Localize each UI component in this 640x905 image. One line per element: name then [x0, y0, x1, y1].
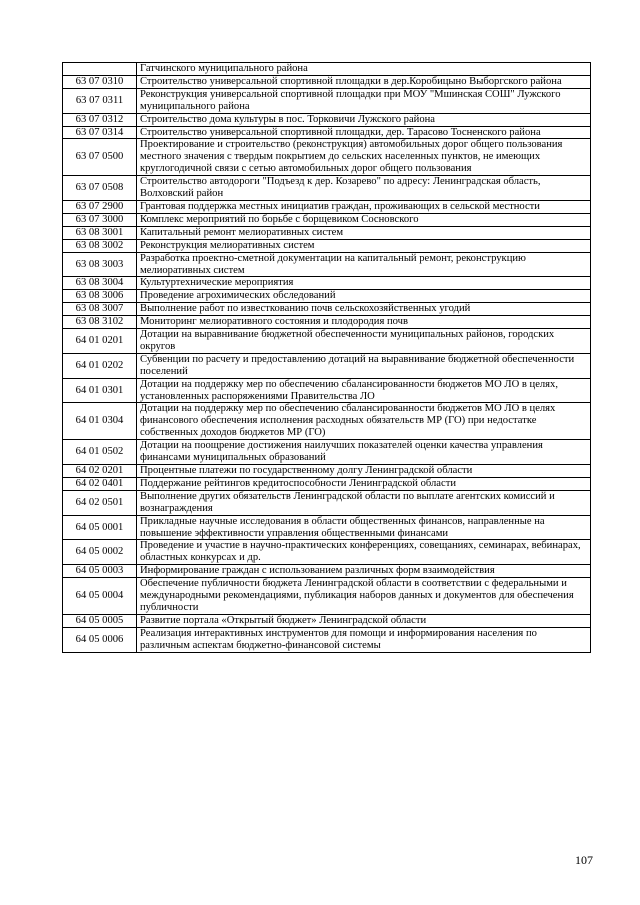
row-code: 64 01 0202 [63, 353, 137, 378]
row-description: Развитие портала «Открытый бюджет» Ленинградской области [137, 614, 591, 627]
row-description: Дотации на поддержку мер по обеспечению сбалансированности бюджетов МО ЛО в целях финансового обеспечения исполнения расходных обязательств МР (ГО) при недостатке собственных доходов бюджетов МР (ГО) [137, 403, 591, 440]
row-code: 63 07 0508 [63, 176, 137, 201]
budget-codes-table [62, 62, 591, 653]
table-row [63, 277, 591, 290]
row-code: 63 08 3002 [63, 239, 137, 252]
row-description: Реконструкция универсальной спортивной площадки при МОУ "Мшинская СОШ" Лужского муниципального района [137, 88, 591, 113]
row-description: Строительство универсальной спортивной площадки в дер.Коробицыно Выборгского района [137, 75, 591, 88]
row-description: Гатчинского муниципального района [137, 63, 591, 76]
table-row [63, 290, 591, 303]
row-description: Информирование граждан с использованием различных форм взаимодействия [137, 565, 591, 578]
row-code: 64 05 0002 [63, 540, 137, 565]
row-description: Поддержание рейтингов кредитоспособности Ленинградской области [137, 477, 591, 490]
row-code: 63 07 0312 [63, 113, 137, 126]
row-code: 63 07 2900 [63, 200, 137, 213]
row-description: Субвенции по расчету и предоставлению дотаций на выравнивание бюджетной обеспеченности поселений [137, 353, 591, 378]
row-code: 63 08 3102 [63, 316, 137, 329]
row-description: Грантовая поддержка местных инициатив граждан, проживающих в сельской местности [137, 200, 591, 213]
table-row [63, 353, 591, 378]
row-description: Прикладные научные исследования в области общественных финансов, направленные на повышение эффективности управления общественными финансами [137, 515, 591, 540]
table-row [63, 113, 591, 126]
row-code: 63 08 3004 [63, 277, 137, 290]
table-row [63, 213, 591, 226]
row-code: 63 08 3007 [63, 303, 137, 316]
row-description: Дотации на поощрение достижения наилучших показателей оценки качества управления финансами муниципальных образований [137, 440, 591, 465]
table-row [63, 440, 591, 465]
table-row [63, 515, 591, 540]
table-body [63, 63, 591, 653]
table-row [63, 627, 591, 652]
row-description: Проведение и участие в научно-практических конференциях, совещаниях, семинарах, вебинарах, областных конкурсах и др. [137, 540, 591, 565]
table-row [63, 565, 591, 578]
row-code: 64 02 0401 [63, 477, 137, 490]
row-code: 64 01 0304 [63, 403, 137, 440]
table-row [63, 316, 591, 329]
row-description: Разработка проектно-сметной документации на капитальный ремонт, реконструкцию мелиоративных систем [137, 252, 591, 277]
row-description: Капитальный ремонт мелиоративных систем [137, 226, 591, 239]
row-description: Строительство автодороги "Подъезд к дер. Козарево" по адресу: Ленинградская область, Волховский район [137, 176, 591, 201]
row-code: 64 05 0001 [63, 515, 137, 540]
row-description: Реализация интерактивных инструментов для помощи и информирования населения по различным аспектам бюджетно-финансовой системы [137, 627, 591, 652]
table-row [63, 176, 591, 201]
row-description: Культуртехнические мероприятия [137, 277, 591, 290]
row-description: Проведение агрохимических обследований [137, 290, 591, 303]
table-row [63, 403, 591, 440]
row-description: Мониторинг мелиоративного состояния и плодородия почв [137, 316, 591, 329]
row-description: Дотации на поддержку мер по обеспечению сбалансированности бюджетов МО ЛО в целях, установленных распоряжениями Правительства ЛО [137, 378, 591, 403]
table-row [63, 226, 591, 239]
row-description: Комплекс мероприятий по борьбе с борщевиком Сосновского [137, 213, 591, 226]
table-row [63, 239, 591, 252]
table-row [63, 477, 591, 490]
row-description: Выполнение других обязательств Ленинградской области по выплате агентских комиссий и вознаграждения [137, 490, 591, 515]
row-code: 63 07 0310 [63, 75, 137, 88]
table-row [63, 614, 591, 627]
table-row [63, 252, 591, 277]
row-code [63, 63, 137, 76]
row-code: 63 08 3003 [63, 252, 137, 277]
table-row [63, 378, 591, 403]
row-code: 64 01 0201 [63, 329, 137, 354]
row-code: 64 01 0301 [63, 378, 137, 403]
table-row [63, 75, 591, 88]
row-code: 63 07 0500 [63, 139, 137, 176]
row-code: 63 07 3000 [63, 213, 137, 226]
table-row [63, 126, 591, 139]
row-code: 63 08 3006 [63, 290, 137, 303]
row-description: Проектирование и строительство (реконструкция) автомобильных дорог общего пользования местного значения с твердым покрытием до сельских населенных пунктов, не имеющих круглогодичной связи с сетью автомобильных дорог общего пользования [137, 139, 591, 176]
row-code: 63 07 0311 [63, 88, 137, 113]
row-description: Строительство универсальной спортивной площадки, дер. Тарасово Тосненского района [137, 126, 591, 139]
row-description: Обеспечение публичности бюджета Ленинградской области в соответствии с федеральными и международными рекомендациями, публикация наборов данных и документов для обеспечения публичности [137, 578, 591, 615]
row-description: Дотации на выравнивание бюджетной обеспеченности муниципальных районов, городских округов [137, 329, 591, 354]
row-description: Строительство дома культуры в пос. Торковичи Лужского района [137, 113, 591, 126]
row-code: 63 08 3001 [63, 226, 137, 239]
table-row [63, 88, 591, 113]
table-row [63, 139, 591, 176]
table-row [63, 540, 591, 565]
row-code: 64 05 0004 [63, 578, 137, 615]
row-code: 64 02 0501 [63, 490, 137, 515]
row-code: 64 02 0201 [63, 465, 137, 478]
row-code: 64 05 0005 [63, 614, 137, 627]
row-code: 63 07 0314 [63, 126, 137, 139]
row-code: 64 01 0502 [63, 440, 137, 465]
row-code: 64 05 0006 [63, 627, 137, 652]
table-row [63, 578, 591, 615]
table-row [63, 63, 591, 76]
table-row [63, 465, 591, 478]
row-code: 64 05 0003 [63, 565, 137, 578]
page-number: 107 [575, 853, 593, 867]
table-row [63, 329, 591, 354]
table-row [63, 490, 591, 515]
table-row [63, 200, 591, 213]
table-row [63, 303, 591, 316]
row-description: Процентные платежи по государственному долгу Ленинградской области [137, 465, 591, 478]
row-description: Реконструкция мелиоративных систем [137, 239, 591, 252]
row-description: Выполнение работ по известкованию почв сельскохозяйственных угодий [137, 303, 591, 316]
